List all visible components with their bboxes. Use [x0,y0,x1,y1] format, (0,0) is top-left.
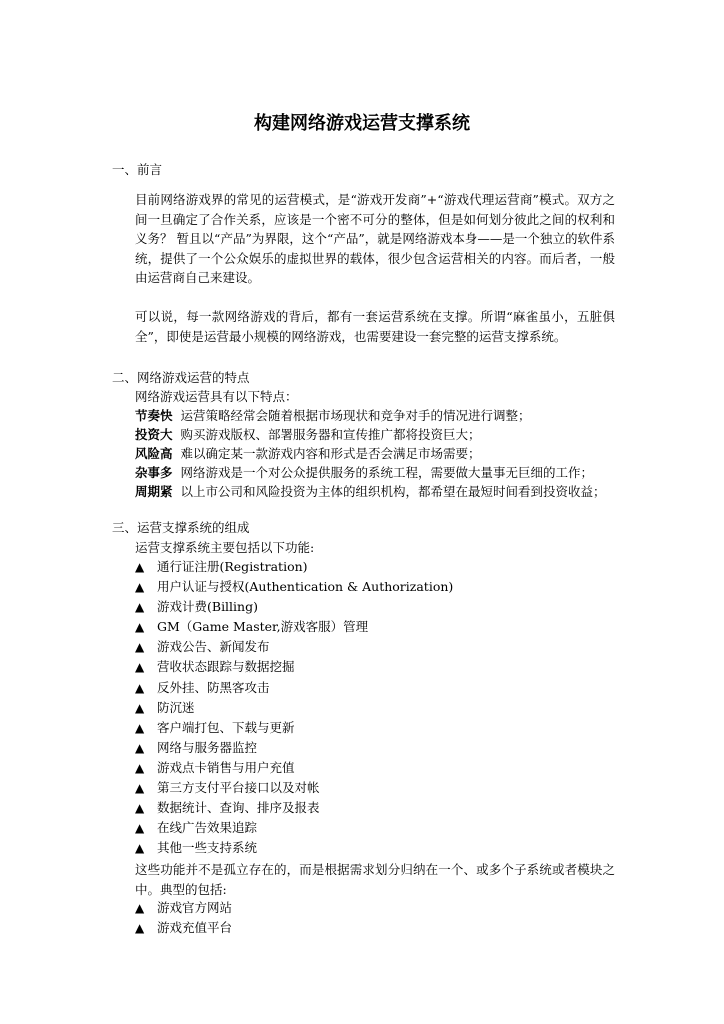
list-item: ▲ 游戏计费(Billing) [135,597,453,617]
function-list [135,557,453,858]
list-item: ▲ 游戏官方网站 [135,898,232,918]
triangle-bullet-icon: ▲ [135,801,145,816]
feature-term: 节奏快 [135,408,173,423]
feature-row [135,444,481,463]
list-item: ▲ 第三方支付平台接口以及对帐 [135,778,453,798]
triangle-bullet-icon: ▲ [135,600,145,615]
list-item: ▲ 游戏充值平台 [135,918,232,938]
triangle-bullet-icon: ▲ [135,740,145,755]
list-item: ▲ GM（Game Master,游戏客服）管理 [135,617,453,637]
list-item: ▲ 其他一些支持系统 [135,838,453,858]
feature-row [135,463,593,482]
subsystems-paragraph: 这些功能并不是孤立存在的，而是根据需求划分归纳在一个、或多个子系统或者模块之中。典型的包括: [135,862,615,897]
feature-desc: 以上市公司和风险投资为主体的组织机构，都希望在最短时间看到投资收益； [180,484,606,499]
list-item: ▲ 客户端打包、下载与更新 [135,718,453,738]
triangle-bullet-icon: ▲ [135,841,145,856]
components-intro: 运营支撑系统主要包括以下功能: [135,540,315,555]
triangle-bullet-icon: ▲ [135,680,145,695]
feature-term: 杂事多 [135,465,173,480]
list-item: ▲ 游戏点卡销售与用户充值 [135,758,453,778]
triangle-bullet-icon: ▲ [135,620,145,635]
preface-paragraph-1: 目前网络游戏界的常见的运营模式，是“游戏开发商”+“游戏代理运营商”模式。双方之间一旦确定了合作关系，应该是一个密不可分的整体，但是如何划分彼此之间的权利和义务？ 暂且以“产品”为界限，这个“产品”，就是网络游戏本身——是一个独立的软件系统，提供了一个公众娱乐的虚拟世界的载体，很少包含运营相关的内容。而后者，一般由运营商自己来建设。 [135,192,615,285]
document-title: 构建网络游戏运营支撑系统 [254,113,470,134]
list-item: ▲ 网络与服务器监控 [135,738,453,758]
feature-row [135,482,606,501]
list-item: ▲ 用户认证与授权(Authentication & Authorization) [135,577,453,597]
section-heading-preface: 一、前言 [112,162,163,177]
feature-desc: 运营策略经常会随着根据市场现状和竞争对手的情况进行调整； [180,408,531,423]
triangle-bullet-icon: ▲ [135,921,145,936]
preface-paragraph-2: 可以说，每一款网络游戏的背后，都有一套运营系统在支撑。所谓“麻雀虽小，五脏俱全”，即使是运营最小规模的网络游戏，也需要建设一套完整的运营支撑系统。 [135,309,615,344]
feature-desc: 网络游戏是一个对公众提供服务的系统工程，需要做大量事无巨细的工作； [180,465,594,480]
feature-term: 周期紧 [135,484,173,499]
triangle-bullet-icon: ▲ [135,901,145,915]
list-item: ▲ 在线广告效果追踪 [135,818,453,838]
list-item: ▲ 数据统计、查询、排序及报表 [135,798,453,818]
triangle-bullet-icon: ▲ [135,700,145,715]
triangle-bullet-icon: ▲ [135,720,145,735]
list-item: ▲ 反外挂、防黑客攻击 [135,678,453,698]
feature-term: 风险高 [135,446,173,461]
triangle-bullet-icon: ▲ [135,580,145,595]
list-item: ▲ 通行证注册(Registration) [135,557,453,577]
triangle-bullet-icon: ▲ [135,560,145,574]
feature-desc: 难以确定某一款游戏内容和形式是否会满足市场需要； [180,446,481,461]
feature-desc: 购买游戏版权、部署服务器和宣传推广都将投资巨大； [180,427,481,442]
subsystem-list [135,898,232,938]
features-intro: 网络游戏运营具有以下特点： [135,389,298,404]
feature-row [135,406,531,425]
triangle-bullet-icon: ▲ [135,760,145,775]
section-heading-components: 三、运营支撑系统的组成 [112,520,250,535]
feature-term: 投资大 [135,427,173,442]
list-item: ▲ 营收状态跟踪与数据挖掘 [135,657,453,677]
list-item: ▲ 游戏公告、新闻发布 [135,637,453,657]
triangle-bullet-icon: ▲ [135,660,145,675]
triangle-bullet-icon: ▲ [135,821,145,836]
list-item: ▲ 防沉迷 [135,698,453,718]
section-heading-features: 二、网络游戏运营的特点 [112,370,250,385]
triangle-bullet-icon: ▲ [135,781,145,796]
feature-row [135,425,481,444]
triangle-bullet-icon: ▲ [135,640,145,655]
